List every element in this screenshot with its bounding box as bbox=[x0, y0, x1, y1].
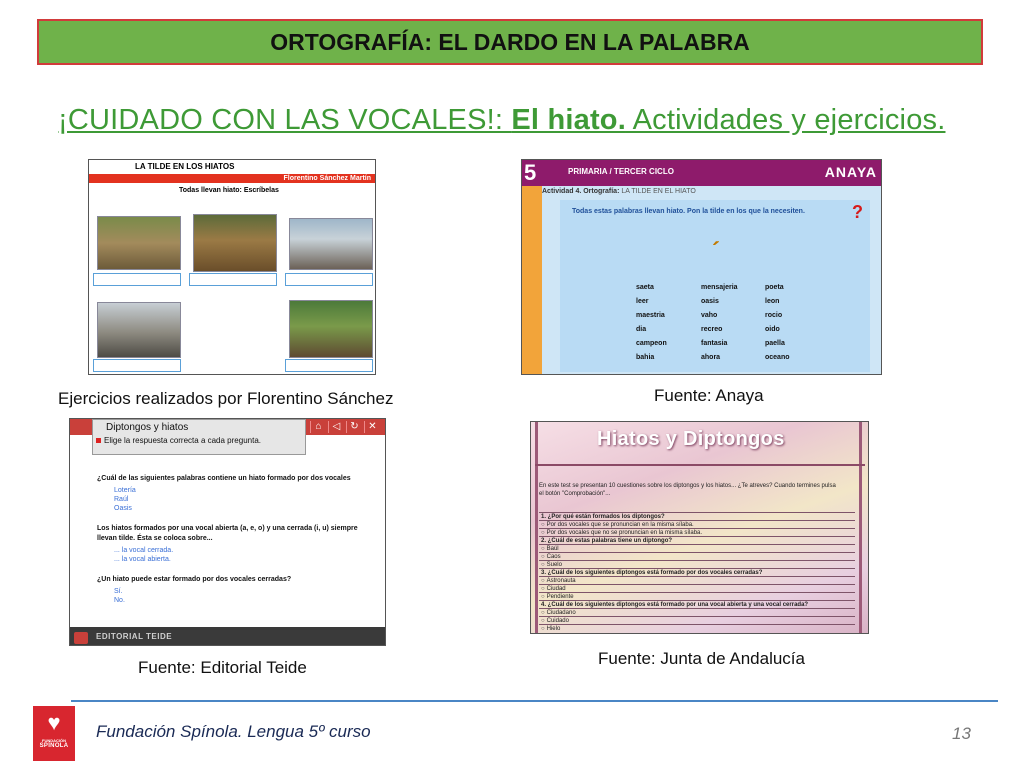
answer-box-5[interactable] bbox=[285, 359, 373, 372]
anaya-word[interactable]: maestria bbox=[636, 312, 665, 319]
heart-icon: ♥ bbox=[47, 710, 61, 735]
anaya-word[interactable]: ahora bbox=[701, 354, 721, 361]
screenshot-florentino bbox=[88, 159, 376, 375]
anaya-word[interactable]: leer bbox=[636, 298, 649, 305]
andalucia-divider bbox=[535, 464, 865, 466]
andalucia-option[interactable]: ○ Por dos vocales que no se pronuncian en la misma sílaba. bbox=[539, 528, 855, 537]
andalucia-question: 1. ¿Por qué están formados los diptongos? bbox=[539, 512, 855, 521]
screenshot-teide bbox=[69, 418, 386, 646]
slide-title: ORTOGRAFÍA: EL DARDO EN LA PALABRA bbox=[37, 19, 983, 65]
teide-option[interactable]: Oasis bbox=[114, 505, 132, 512]
shot1-header: LA TILDE EN LOS HIATOS bbox=[135, 162, 235, 171]
caption-teide: Fuente: Editorial Teide bbox=[138, 658, 307, 677]
anaya-word[interactable]: bahia bbox=[636, 354, 655, 361]
activity-title: LA TILDE EN EL HIATO bbox=[619, 188, 696, 195]
teide-option[interactable]: Lotería bbox=[114, 487, 136, 494]
anaya-word[interactable]: vaho bbox=[701, 312, 718, 319]
subtitle-bold: El hiato. bbox=[511, 104, 626, 136]
anaya-word[interactable]: rocio bbox=[765, 312, 783, 319]
anaya-activity bbox=[542, 188, 696, 195]
shot1-author: Florentino Sánchez Martín bbox=[89, 174, 375, 183]
teide-question-1: ¿Cuál de las siguientes palabras contiene un hiato formado por dos vocales bbox=[97, 475, 351, 482]
photo-seals bbox=[289, 218, 373, 270]
andalucia-question: 2. ¿Cuál de estas palabras tiene un diptongo? bbox=[539, 536, 855, 545]
andalucia-heading: Hiatos y Diptongos bbox=[597, 428, 785, 450]
photo-tree-bird bbox=[289, 300, 373, 358]
anaya-word[interactable]: fantasia bbox=[701, 340, 728, 347]
caption-florentino: Ejercicios realizados por Florentino Sánchez bbox=[58, 389, 394, 408]
answer-box-3[interactable] bbox=[285, 273, 373, 286]
photo-lions bbox=[193, 214, 277, 272]
andalucia-option[interactable]: ○ Suelo bbox=[539, 560, 855, 569]
caption-andalucia: Fuente: Junta de Andalucía bbox=[598, 649, 805, 668]
andalucia-option[interactable]: ○ Caos bbox=[539, 552, 855, 561]
close-icon[interactable]: ✕ bbox=[364, 421, 380, 433]
andalucia-option[interactable]: ○ Hielo bbox=[539, 624, 855, 633]
teide-question-2a: Los hiatos formados por una vocal abierta (a, e, o) y una cerrada (i, u) siempre bbox=[97, 525, 358, 532]
shot1-instruction: Todas llevan hiato: Escríbelas bbox=[179, 187, 279, 194]
screenshot-andalucia bbox=[530, 421, 869, 634]
andalucia-question: 3. ¿Cuál de los siguientes diptongos está formado por dos vocales cerradas? bbox=[539, 568, 855, 577]
teide-option[interactable]: ... la vocal cerrada. bbox=[114, 547, 174, 554]
teide-question-2b: llevan tilde. Ésta se coloca sobre... bbox=[97, 535, 213, 542]
anaya-word[interactable]: paella bbox=[765, 340, 785, 347]
andalucia-option[interactable]: ○ Por dos vocales que se pronuncian en la misma sílaba. bbox=[539, 520, 855, 529]
teide-question-3: ¿Un hiato puede estar formado por dos vocales cerradas? bbox=[97, 576, 292, 583]
photo-iguana bbox=[97, 216, 181, 270]
photo-leopard bbox=[97, 302, 181, 358]
answer-box-2[interactable] bbox=[189, 273, 277, 286]
subtitle-part2: Actividades y ejercicios. bbox=[625, 104, 946, 136]
teide-option[interactable]: Sí. bbox=[114, 588, 123, 595]
reload-icon[interactable]: ↻ bbox=[346, 421, 362, 433]
andalucia-option[interactable]: ○ Astronauta bbox=[539, 576, 855, 585]
answer-box-4[interactable] bbox=[93, 359, 181, 372]
anaya-word[interactable]: oido bbox=[765, 326, 780, 333]
andalucia-option[interactable]: ○ Ciudadano bbox=[539, 608, 855, 617]
anaya-word[interactable]: oceano bbox=[765, 354, 790, 361]
footer-text: Fundación Spínola. Lengua 5º curso bbox=[96, 722, 371, 741]
teide-option[interactable]: ... la vocal abierta. bbox=[114, 556, 171, 563]
slide-subtitle[interactable] bbox=[58, 104, 945, 137]
andalucia-question: 4. ¿Cuál de los siguientes diptongos está formado por una vocal abierta y una vocal cerrada? bbox=[539, 600, 855, 609]
caption-anaya: Fuente: Anaya bbox=[654, 386, 764, 405]
anaya-word[interactable]: campeon bbox=[636, 340, 667, 347]
anaya-word[interactable]: leon bbox=[765, 298, 780, 305]
anaya-number: 5 bbox=[524, 160, 537, 185]
subtitle-part1: ¡CUIDADO CON LAS VOCALES!: bbox=[58, 104, 512, 136]
anaya-instruction: Todas estas palabras llevan hiato. Pon la tilde en los que la necesiten. bbox=[572, 208, 805, 215]
anaya-word[interactable]: mensajeria bbox=[701, 284, 738, 291]
anaya-sidebar bbox=[522, 186, 542, 375]
home-icon[interactable]: ⌂ bbox=[310, 421, 326, 433]
logo-small: FUNDACIÓN bbox=[42, 738, 66, 743]
logo-big: SPÍNOLA bbox=[39, 743, 69, 749]
help-question-icon[interactable]: ? bbox=[852, 202, 863, 222]
teide-option[interactable]: Raúl bbox=[114, 496, 129, 503]
andalucia-option[interactable]: ○ Pendiente bbox=[539, 592, 855, 601]
teide-tab-title: Diptongos y hiatos bbox=[106, 422, 189, 433]
andalucia-intro: En este test se presentan 10 cuestiones sobre los diptongos y los hiatos... ¿Te atreves? Cuando termines pulsa el botón "Comprobación"... bbox=[539, 483, 836, 497]
sound-icon[interactable]: ◁ bbox=[328, 421, 344, 433]
footer-divider bbox=[71, 700, 998, 702]
activity-label: Actividad 4. Ortografía: bbox=[542, 188, 620, 195]
anaya-word[interactable]: oasis bbox=[701, 298, 719, 305]
anaya-word[interactable]: dia bbox=[636, 326, 647, 333]
draggable-accent-icon[interactable]: ´ bbox=[712, 238, 720, 265]
andalucia-option[interactable]: ○ Cuidado bbox=[539, 616, 855, 625]
teide-footer-button[interactable] bbox=[74, 632, 88, 644]
anaya-word[interactable]: saeta bbox=[636, 284, 654, 291]
anaya-word[interactable]: recreo bbox=[701, 326, 723, 333]
anaya-logo: ANAYA bbox=[824, 164, 877, 180]
teide-option[interactable]: No. bbox=[114, 597, 125, 604]
spinola-logo bbox=[33, 706, 75, 761]
answer-box-1[interactable] bbox=[93, 273, 181, 286]
screenshot-anaya bbox=[521, 159, 882, 375]
anaya-brand: PRIMARIA / TERCER CICLO bbox=[568, 167, 674, 176]
teide-footer-label: EDITORIAL TEIDE bbox=[96, 632, 173, 641]
andalucia-option[interactable]: ○ Baúl bbox=[539, 544, 855, 553]
page-number: 13 bbox=[952, 724, 971, 743]
teide-tab-subtitle: Elige la respuesta correcta a cada pregunta. bbox=[96, 436, 261, 445]
anaya-word[interactable]: poeta bbox=[765, 284, 784, 291]
andalucia-option[interactable]: ○ Ciudad bbox=[539, 584, 855, 593]
